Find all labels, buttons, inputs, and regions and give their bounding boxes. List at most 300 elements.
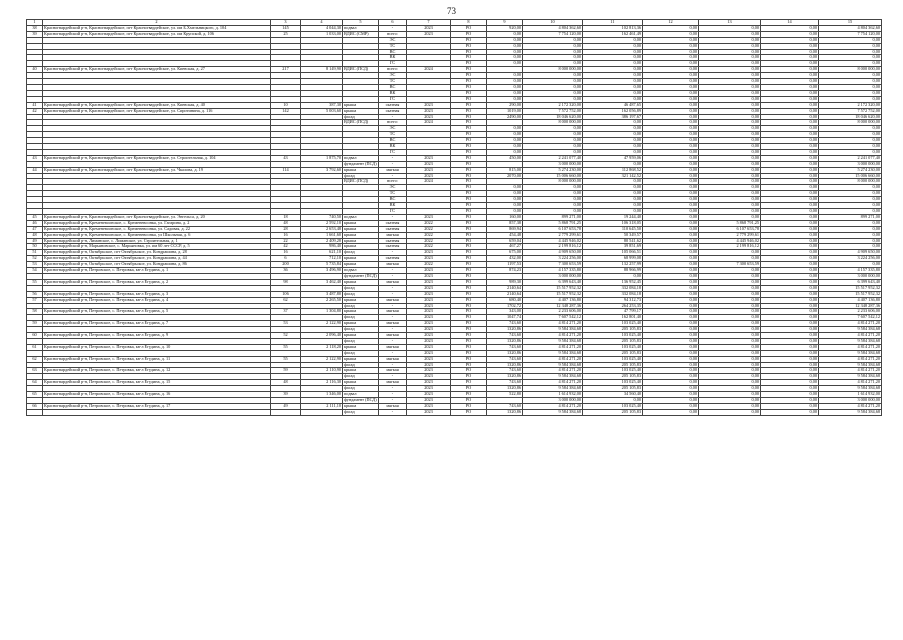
column-header: 15 bbox=[819, 20, 882, 26]
table-cell: РО bbox=[451, 374, 487, 380]
table-cell: 80 541,62 bbox=[583, 238, 643, 244]
table-cell: 47 799,17 bbox=[583, 309, 643, 315]
table-cell: 2 110,90 bbox=[301, 368, 343, 374]
table-cell: 0,00 bbox=[487, 197, 523, 203]
table-cell: 2 779 299,61 bbox=[699, 232, 761, 238]
table-cell: 0,00 bbox=[819, 144, 882, 150]
table-cell: скатная bbox=[379, 244, 407, 250]
table-cell: 2490,00 bbox=[487, 114, 523, 120]
table-cell: РО bbox=[451, 398, 487, 404]
table-cell: 0,00 bbox=[487, 149, 523, 155]
table-cell: ЭС bbox=[379, 73, 407, 79]
table-cell: 4 814 271,20 bbox=[819, 344, 882, 350]
table-cell: 0,00 bbox=[643, 350, 699, 356]
table-cell: РО bbox=[451, 262, 487, 268]
table-cell: 2023 bbox=[407, 31, 451, 37]
table-cell: - bbox=[379, 25, 407, 31]
table-cell: 4 814 271,20 bbox=[523, 333, 583, 339]
table-cell: 0,00 bbox=[761, 297, 819, 303]
table-cell: 42 bbox=[27, 108, 43, 114]
table-cell: 103 025,40 bbox=[583, 344, 643, 350]
table-cell: 2024 bbox=[407, 179, 451, 185]
table-cell: 48 bbox=[27, 232, 43, 238]
table-cell: РО bbox=[451, 214, 487, 220]
table-cell: 2 096,40 bbox=[301, 333, 343, 339]
table-cell: 0,00 bbox=[761, 120, 819, 126]
table-cell: 2022 bbox=[407, 244, 451, 250]
table-cell: крыша bbox=[343, 321, 379, 327]
table-cell: 0,00 bbox=[699, 203, 761, 209]
table-cell: 2 111,10 bbox=[301, 403, 343, 409]
table-cell: 7 754 120,00 bbox=[523, 31, 583, 37]
table-cell: 0,00 bbox=[523, 96, 583, 102]
table-cell: скатная bbox=[379, 108, 407, 114]
table-cell: РО bbox=[451, 37, 487, 43]
table-cell: Красногвардейский р-н, Кременевоонское, с. Кременевоонка, ул Школьная, д. 6 bbox=[43, 232, 271, 238]
table-cell: 0,00 bbox=[523, 209, 583, 215]
table-cell: РО bbox=[451, 368, 487, 374]
table-cell: - bbox=[379, 386, 407, 392]
table-cell: мягкая bbox=[379, 344, 407, 350]
table-cell: 8 000 000,00 bbox=[819, 179, 882, 185]
table-cell: РО bbox=[451, 220, 487, 226]
table-cell: 0,00 bbox=[643, 132, 699, 138]
table-cell: 0,00 bbox=[583, 43, 643, 49]
table-cell: 0,00 bbox=[643, 321, 699, 327]
table-cell: 0,00 bbox=[819, 84, 882, 90]
table-cell: 3 000 000,00 bbox=[523, 273, 583, 279]
table-cell: 3 000 000,00 bbox=[819, 398, 882, 404]
table-cell: подвал bbox=[343, 214, 379, 220]
table-cell: 6 399 643,40 bbox=[819, 279, 882, 285]
table-cell: крыша bbox=[343, 368, 379, 374]
table-cell: 454,48 bbox=[487, 232, 523, 238]
table-cell: Красногвардейский р-н, Петровское, с. Петровка, кв-л Егудина, д. 12 bbox=[43, 368, 271, 374]
table-cell: 8 000 000,00 bbox=[819, 120, 882, 126]
table-cell: РО bbox=[451, 102, 487, 108]
table-cell: 0,00 bbox=[643, 120, 699, 126]
table-cell: 0,00 bbox=[583, 132, 643, 138]
table-cell: РО bbox=[451, 279, 487, 285]
table-cell: 62 bbox=[271, 297, 301, 303]
table-cell: РО bbox=[451, 120, 487, 126]
table-cell: фасад bbox=[343, 250, 379, 256]
table-cell: 0,00 bbox=[583, 84, 643, 90]
table-cell: 659,04 bbox=[487, 238, 523, 244]
table-cell: 0,00 bbox=[699, 350, 761, 356]
table-cell: 2140,64 bbox=[487, 285, 523, 291]
table-cell: 815,00 bbox=[487, 167, 523, 173]
table-cell: РО bbox=[451, 256, 487, 262]
table-cell: 522,80 bbox=[487, 392, 523, 398]
table-cell: 1197,53 bbox=[487, 262, 523, 268]
table-cell: 205 105,83 bbox=[583, 327, 643, 333]
table-cell: ВС bbox=[379, 84, 407, 90]
table-cell: 9 584 384,68 bbox=[819, 327, 882, 333]
table-cell: 1320,86 bbox=[487, 327, 523, 333]
table-cell: 4 157 335,80 bbox=[523, 268, 583, 274]
table-cell: 0,00 bbox=[643, 126, 699, 132]
table-cell: 0,00 bbox=[643, 43, 699, 49]
table-cell: 0,00 bbox=[699, 214, 761, 220]
column-header: 7 bbox=[407, 20, 451, 26]
table-cell: 0,00 bbox=[583, 144, 643, 150]
table-cell: - bbox=[379, 362, 407, 368]
table-cell: 0,00 bbox=[761, 238, 819, 244]
table-cell: 136 952,45 bbox=[583, 279, 643, 285]
table-cell: 2023 bbox=[407, 303, 451, 309]
table-cell: 0,00 bbox=[643, 268, 699, 274]
table-cell: - bbox=[379, 350, 407, 356]
table-cell: 4 814 271,20 bbox=[819, 356, 882, 362]
table-cell: 0,00 bbox=[761, 197, 819, 203]
table-cell: 43 bbox=[27, 155, 43, 161]
table-cell: 52 bbox=[27, 256, 43, 262]
table-cell: мягкая bbox=[379, 356, 407, 362]
table-cell: ВК bbox=[379, 144, 407, 150]
table-cell: скатная bbox=[379, 226, 407, 232]
table-cell: 680,40 bbox=[487, 297, 523, 303]
table-cell: 0,00 bbox=[761, 55, 819, 61]
table-cell: 105 066,51 bbox=[583, 250, 643, 256]
table-cell: - bbox=[379, 155, 407, 161]
table-cell: 0,00 bbox=[643, 368, 699, 374]
table-cell: 50 349,57 bbox=[583, 232, 643, 238]
table-cell: Красногвардейский р-н, Петровское, с. Петровка, кв-л Егудина, д. 9 bbox=[43, 333, 271, 339]
table-cell: 10 bbox=[271, 102, 301, 108]
table-cell: крыша bbox=[343, 238, 379, 244]
table-cell: 2024 bbox=[407, 67, 451, 73]
column-header: 13 bbox=[699, 20, 761, 26]
table-cell: Красногвардейский р-н, Петровское, с. Петровка, кв-л Егудина, д. 11 bbox=[43, 356, 271, 362]
table-cell: ВК bbox=[379, 55, 407, 61]
table-cell: 0,00 bbox=[819, 37, 882, 43]
table-cell: РО bbox=[451, 392, 487, 398]
table-cell: 15 006 660,00 bbox=[523, 173, 583, 179]
table-cell: 2023 bbox=[407, 167, 451, 173]
table-cell: РО bbox=[451, 55, 487, 61]
table-cell: 0,00 bbox=[643, 262, 699, 268]
table-cell: 2 653,48 bbox=[301, 226, 343, 232]
table-cell: 8 000 000,00 bbox=[819, 67, 882, 73]
table-cell: 5 274 230,00 bbox=[819, 167, 882, 173]
table-cell: - bbox=[379, 250, 407, 256]
table-cell: 0,00 bbox=[523, 185, 583, 191]
table-cell: Красногвардейский р-н, Петровское, с. Петровка, кв-л Егудина, д. 17 bbox=[43, 403, 271, 409]
table-cell: 1320,86 bbox=[487, 386, 523, 392]
table-cell: скатная bbox=[379, 256, 407, 262]
table-cell: 0,00 bbox=[487, 61, 523, 67]
table-cell: 0,00 bbox=[761, 179, 819, 185]
table-cell bbox=[271, 409, 301, 415]
table-cell: РО bbox=[451, 238, 487, 244]
table-cell: 2023 bbox=[407, 327, 451, 333]
table-cell: 0,00 bbox=[523, 138, 583, 144]
table-cell: - bbox=[379, 114, 407, 120]
table-cell: 0,00 bbox=[643, 144, 699, 150]
table-cell: 0,00 bbox=[819, 138, 882, 144]
table-cell: 0,00 bbox=[761, 350, 819, 356]
table-cell: 45 bbox=[27, 214, 43, 220]
table-cell: 0,00 bbox=[699, 297, 761, 303]
table-cell: 0,00 bbox=[761, 315, 819, 321]
table-cell: 2023 bbox=[407, 386, 451, 392]
table-cell: 432,00 bbox=[487, 256, 523, 262]
table-cell: 6 399 643,40 bbox=[523, 279, 583, 285]
table-cell: РО bbox=[451, 144, 487, 150]
table-cell: ВДИС (ПСД) bbox=[343, 67, 379, 73]
table-cell: ВС bbox=[379, 49, 407, 55]
table-cell: 386 197,67 bbox=[583, 114, 643, 120]
table-cell: всего: bbox=[379, 120, 407, 126]
table-cell: 0,00 bbox=[699, 321, 761, 327]
table-cell: 4 814 271,20 bbox=[523, 368, 583, 374]
table-cell: 0,00 bbox=[761, 327, 819, 333]
table-cell: 103 025,40 bbox=[583, 333, 643, 339]
table-cell: 15 517 952,32 bbox=[819, 285, 882, 291]
table-cell: подвал bbox=[343, 25, 379, 31]
table-cell: 1047,74 bbox=[487, 315, 523, 321]
table-cell: 0,00 bbox=[643, 61, 699, 67]
table-cell: 0,00 bbox=[699, 368, 761, 374]
table-cell: 0,00 bbox=[819, 185, 882, 191]
table-cell: 3 792,60 bbox=[301, 167, 343, 173]
table-cell: 2 118,20 bbox=[301, 344, 343, 350]
table-cell: крыша bbox=[343, 344, 379, 350]
table-cell: 0,00 bbox=[699, 409, 761, 415]
table-cell: 899 271,00 bbox=[523, 214, 583, 220]
table-cell: Красногвардейский р-н, Красногвардейское, пгт Красногвардейское, ул. им Крупской, д. 106 bbox=[43, 31, 271, 37]
table-cell: Красногвардейский р-н, Петровское, с. Петровка, кв-л Егудина, д. 10 bbox=[43, 344, 271, 350]
table-cell: 0,00 bbox=[523, 37, 583, 43]
table-cell: 387,30 bbox=[301, 102, 343, 108]
table-cell: 4 044,30 bbox=[301, 25, 343, 31]
table-cell: РО bbox=[451, 203, 487, 209]
table-cell: 2022 bbox=[407, 238, 451, 244]
table-cell: 0,00 bbox=[699, 333, 761, 339]
table-cell: - bbox=[379, 285, 407, 291]
table-cell: крыша bbox=[343, 309, 379, 315]
table-cell: 0,00 bbox=[761, 203, 819, 209]
table-cell: ЭС bbox=[379, 126, 407, 132]
table-cell: РО bbox=[451, 209, 487, 215]
table-cell: 0,00 bbox=[643, 49, 699, 55]
table-cell: 2023 bbox=[407, 321, 451, 327]
table-cell: 874,23 bbox=[487, 268, 523, 274]
table-cell: 6 107 653,78 bbox=[523, 226, 583, 232]
table-cell: 0,00 bbox=[523, 61, 583, 67]
table-cell: 0,00 bbox=[643, 403, 699, 409]
table-cell: 2023 bbox=[407, 250, 451, 256]
table-cell: 55 bbox=[271, 344, 301, 350]
table-cell: 4 814 271,20 bbox=[523, 380, 583, 386]
table-cell: 205 105,83 bbox=[583, 374, 643, 380]
table-cell: 0,00 bbox=[761, 209, 819, 215]
table-cell: РО bbox=[451, 268, 487, 274]
table-cell: мягкая bbox=[379, 403, 407, 409]
table-cell: - bbox=[379, 303, 407, 309]
table-cell: 2023 bbox=[407, 374, 451, 380]
table-cell: - bbox=[379, 161, 407, 167]
table-cell: 0,00 bbox=[761, 368, 819, 374]
table-cell: 0,00 bbox=[699, 303, 761, 309]
table-cell: 743,60 bbox=[487, 380, 523, 386]
column-header: 9 bbox=[487, 20, 523, 26]
table-cell: 0,00 bbox=[761, 409, 819, 415]
table-cell: 0,00 bbox=[643, 238, 699, 244]
table-cell: 16 bbox=[271, 232, 301, 238]
table-cell: 4 814 271,20 bbox=[819, 368, 882, 374]
table-cell: РО bbox=[451, 356, 487, 362]
table-cell: 0,00 bbox=[761, 73, 819, 79]
table-cell: 0,00 bbox=[761, 244, 819, 250]
table-cell: крыша bbox=[343, 279, 379, 285]
table-cell: 2022 bbox=[407, 226, 451, 232]
table-cell: Красногвардейский р-н, Петровское, с. Петровка, кв-л Егудина, д. 16 bbox=[43, 392, 271, 398]
table-cell: 205 105,83 bbox=[583, 338, 643, 344]
table-cell: 1320,86 bbox=[487, 409, 523, 415]
table-cell: - bbox=[379, 374, 407, 380]
table-cell: 899 271,00 bbox=[819, 214, 882, 220]
table-cell: РО bbox=[451, 73, 487, 79]
table-cell: - bbox=[379, 273, 407, 279]
table-cell: 0,00 bbox=[761, 362, 819, 368]
table-cell: 0,00 bbox=[819, 220, 882, 226]
table-cell: 12 348 287,36 bbox=[819, 303, 882, 309]
table-cell: 7 572 752,00 bbox=[523, 108, 583, 114]
table-cell: 0,00 bbox=[487, 132, 523, 138]
table-cell: РО bbox=[451, 244, 487, 250]
table-cell: 57 bbox=[27, 297, 43, 303]
table-cell: 0,00 bbox=[699, 84, 761, 90]
table-cell: 0,00 bbox=[643, 173, 699, 179]
table-cell: ВК bbox=[379, 90, 407, 96]
table-cell: 0,00 bbox=[487, 203, 523, 209]
table-cell: 9 584 384,68 bbox=[523, 327, 583, 333]
table-cell: 4 814 271,20 bbox=[819, 403, 882, 409]
table-cell: 0,00 bbox=[643, 362, 699, 368]
table-cell: крыша bbox=[343, 220, 379, 226]
table-cell: 2023 bbox=[407, 114, 451, 120]
table-cell: крыша bbox=[343, 356, 379, 362]
table-cell: 2023 bbox=[407, 409, 451, 415]
table-cell: 0,00 bbox=[643, 179, 699, 185]
table-cell: РО bbox=[451, 338, 487, 344]
table-cell: 0,00 bbox=[699, 155, 761, 161]
table-cell: 0,00 bbox=[643, 167, 699, 173]
table-cell: 0,00 bbox=[699, 327, 761, 333]
table-cell: 6 bbox=[271, 256, 301, 262]
table-cell: 1 304,80 bbox=[301, 309, 343, 315]
table-cell: Красногвардейский р-н, Октябрьское, пгт Октябрьское, ул. Кондрашина, д. 44 bbox=[43, 256, 271, 262]
table-cell: РО bbox=[451, 173, 487, 179]
table-cell: фасад bbox=[343, 350, 379, 356]
table-cell: фасад bbox=[343, 291, 379, 297]
table-cell: 0,00 bbox=[523, 55, 583, 61]
table-cell: 621,10 bbox=[301, 250, 343, 256]
table-cell: 0,00 bbox=[583, 73, 643, 79]
table-cell: 0,00 bbox=[819, 55, 882, 61]
table-cell: крыша bbox=[343, 333, 379, 339]
table-cell: 0,00 bbox=[643, 102, 699, 108]
table-cell: фасад bbox=[343, 386, 379, 392]
table-cell: 0,00 bbox=[643, 55, 699, 61]
table-cell: 0,00 bbox=[523, 73, 583, 79]
table-cell: РО bbox=[451, 285, 487, 291]
table-cell: 0,00 bbox=[583, 203, 643, 209]
table-cell: 68 999,08 bbox=[583, 256, 643, 262]
table-cell: 0,00 bbox=[761, 256, 819, 262]
table-cell: РО bbox=[451, 386, 487, 392]
table-cell bbox=[27, 409, 43, 415]
table-cell: 8 000 000,00 bbox=[523, 120, 583, 126]
table-cell: 39 bbox=[27, 31, 43, 37]
table-cell: Красногвардейский р-н, Красногвардейское, пгт Красногвардейское, ул. Сиротинина, д. 116 bbox=[43, 108, 271, 114]
table-cell: 8 000 000,00 bbox=[523, 179, 583, 185]
table-cell: 0,00 bbox=[761, 90, 819, 96]
table-cell: 53 bbox=[271, 321, 301, 327]
table-cell: РО bbox=[451, 167, 487, 173]
table-cell: мягкая bbox=[379, 279, 407, 285]
table-cell: 0,00 bbox=[643, 209, 699, 215]
column-header: 4 bbox=[301, 20, 343, 26]
table-cell: 0,00 bbox=[643, 374, 699, 380]
table-cell: 4 814 271,20 bbox=[523, 403, 583, 409]
table-cell: 0,00 bbox=[643, 90, 699, 96]
table-cell: 0,00 bbox=[487, 31, 523, 37]
table-cell: 0,00 bbox=[761, 185, 819, 191]
table-cell: Красногвардейский р-н, Кременевоонское, с. Кременевоонка, ул. Садовая, д. 22 bbox=[43, 226, 271, 232]
table-cell: 8 000 000,00 bbox=[523, 67, 583, 73]
table-cell: 28 bbox=[271, 226, 301, 232]
table-cell: 60 bbox=[27, 333, 43, 339]
table-cell: крыша bbox=[343, 403, 379, 409]
table-cell: фундамент (ПСД) bbox=[344, 397, 377, 402]
column-header: 11 bbox=[583, 20, 643, 26]
table-cell: 0,00 bbox=[583, 67, 643, 73]
page-number: 73 bbox=[447, 6, 456, 16]
table-cell: 47 959,06 bbox=[583, 155, 643, 161]
table-cell: 0,00 bbox=[643, 232, 699, 238]
table-cell: 0,00 bbox=[819, 203, 882, 209]
table-cell: 0,00 bbox=[583, 90, 643, 96]
table-cell: 2023 bbox=[407, 214, 451, 220]
table-cell: ВК bbox=[379, 203, 407, 209]
table-cell: 0,00 bbox=[583, 179, 643, 185]
table-cell: 55 bbox=[27, 279, 43, 285]
table-cell: ВДИС (ПСД) bbox=[343, 179, 379, 185]
table-cell: 0,00 bbox=[583, 185, 643, 191]
table-cell: 8 149,90 bbox=[301, 67, 343, 73]
table-cell: 0,00 bbox=[699, 315, 761, 321]
table-cell: 3 000 000,00 bbox=[523, 161, 583, 167]
table-cell: 0,00 bbox=[523, 149, 583, 155]
table-cell: подвал bbox=[343, 392, 379, 398]
table-cell: 0,00 bbox=[643, 244, 699, 250]
table-cell: 0,00 bbox=[487, 209, 523, 215]
table-cell: 0,00 bbox=[761, 380, 819, 386]
table-cell: 2022 bbox=[407, 232, 451, 238]
table-cell: 5 735,84 bbox=[301, 262, 343, 268]
table-cell: - bbox=[379, 409, 407, 415]
table-cell: 15 517 952,32 bbox=[523, 291, 583, 297]
table-cell: 0,00 bbox=[699, 61, 761, 67]
table-cell: РО bbox=[451, 67, 487, 73]
table-cell: 0,00 bbox=[523, 84, 583, 90]
table-cell: 2023 bbox=[407, 309, 451, 315]
table-cell: 7 607 542,12 bbox=[819, 315, 882, 321]
table-cell: 15 517 952,32 bbox=[523, 285, 583, 291]
